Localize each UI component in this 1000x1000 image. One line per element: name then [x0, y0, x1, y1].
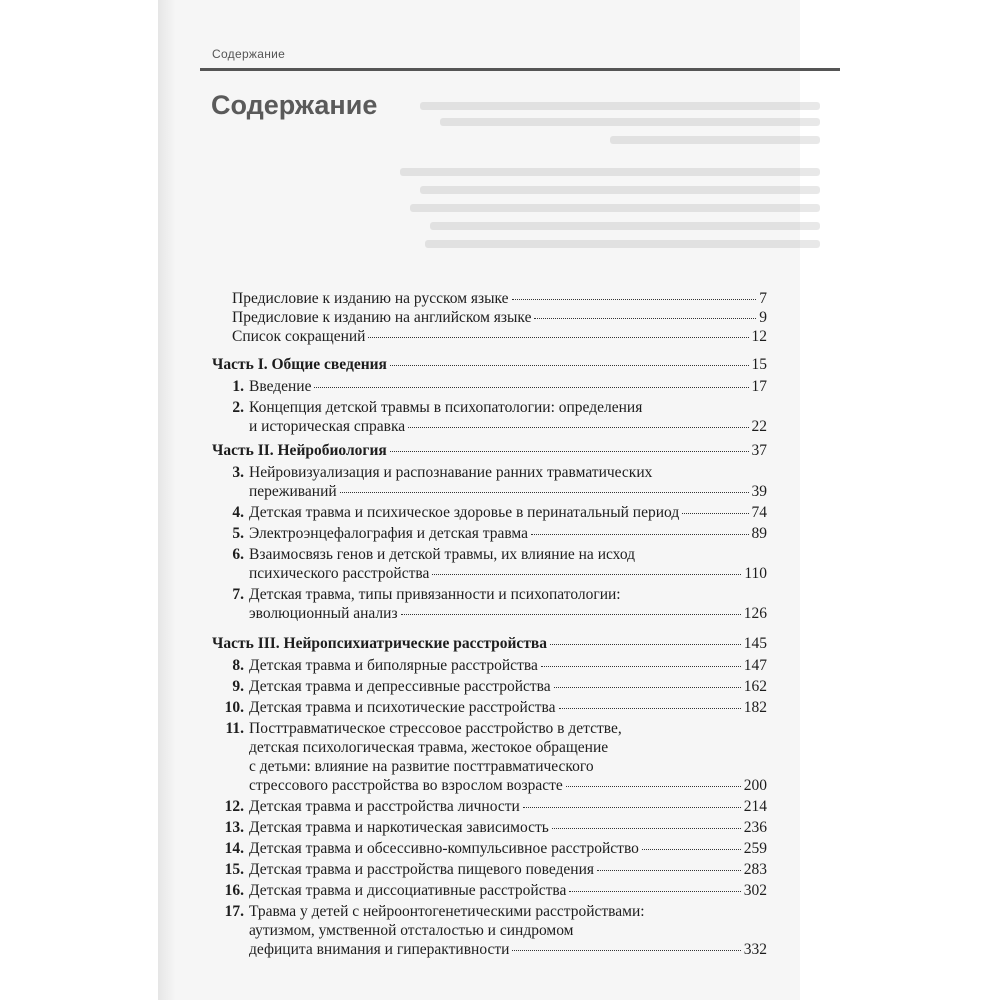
toc-chapter-entry — [214, 902, 767, 959]
chapter-number: 16. — [224, 882, 244, 899]
entry-first-line — [214, 719, 767, 738]
chapter-number: 1. — [232, 378, 244, 395]
entry-last-line — [214, 940, 767, 959]
page-number: 182 — [743, 699, 767, 716]
page-number: 259 — [743, 840, 767, 857]
leader-dots — [390, 365, 749, 366]
entry-title: Детская травма и наркотическая зависимость — [249, 819, 549, 836]
entry-last-line — [214, 564, 767, 583]
leader-dots — [432, 574, 741, 575]
entry-title-line: детская психологическая травма, жестокое обращение — [249, 739, 609, 756]
entry-title: Детская травма и диссоциативные расстройства — [249, 882, 567, 899]
toc-part-heading — [212, 355, 767, 374]
leader-dots — [408, 427, 748, 428]
leader-dots — [550, 644, 741, 645]
chapter-number: 9. — [232, 678, 244, 695]
entry-last-line — [214, 417, 767, 436]
entry-title-line: Концепция детской травмы в психопатологии: определения — [249, 399, 643, 416]
entry-title-line: переживаний — [249, 483, 337, 500]
leader-dots — [642, 849, 741, 850]
leader-dots — [597, 870, 741, 871]
leader-dots — [559, 708, 741, 709]
toc-chapter-entry — [214, 797, 767, 816]
page-title: Содержание — [211, 90, 378, 120]
page-number: 110 — [744, 565, 767, 582]
page-number: 162 — [743, 678, 767, 695]
entry-last-line — [214, 604, 767, 623]
leader-dots — [401, 614, 741, 615]
leader-dots — [523, 807, 741, 808]
toc-chapter-entry — [214, 818, 767, 837]
leader-dots — [314, 387, 748, 388]
entry-title-line: стрессового расстройства во взрослом возрасте — [249, 777, 563, 794]
chapter-number: 7. — [232, 586, 244, 603]
entry-title: Электроэнцефалография и детская травма — [249, 525, 528, 542]
toc-chapter-entry — [214, 463, 767, 501]
toc-part-heading — [212, 441, 767, 460]
page-number: 236 — [743, 819, 767, 836]
page-number: 147 — [743, 657, 767, 674]
page-number: 145 — [743, 635, 767, 652]
chapter-number: 6. — [232, 546, 244, 563]
toc-chapter-entry — [214, 503, 767, 522]
entry-title-line: Взаимосвязь генов и детской травмы, их влияние на исход — [249, 546, 636, 563]
entry-first-line — [214, 545, 767, 564]
leader-dots — [566, 786, 741, 787]
leader-dots — [569, 891, 740, 892]
entry-first-line — [214, 398, 767, 417]
leader-dots — [531, 534, 749, 535]
entry-title-line: с детьми: влияние на развитие посттравматического — [249, 758, 594, 775]
entry-title: Предисловие к изданию на английском языке — [232, 309, 532, 326]
leader-dots — [512, 299, 757, 300]
page-number: 37 — [751, 442, 767, 459]
entry-title: Часть I. Общие сведения — [212, 356, 387, 373]
chapter-number: 13. — [224, 819, 244, 836]
page-number: 39 — [751, 483, 767, 500]
chapter-number: 15. — [224, 861, 244, 878]
leader-dots — [554, 687, 741, 688]
toc-front-matter-entry — [232, 308, 767, 327]
page-number: 22 — [751, 418, 767, 435]
page-number: 17 — [751, 378, 767, 395]
chapter-number: 14. — [224, 840, 244, 857]
entry-title: Детская травма и депрессивные расстройства — [249, 678, 551, 695]
chapter-number: 12. — [224, 798, 244, 815]
toc-chapter-entry — [214, 677, 767, 696]
toc-front-matter-entry — [232, 289, 767, 308]
entry-title-line: Посттравматическое стрессовое расстройство в детстве, — [249, 720, 622, 737]
entry-title: Часть III. Нейропсихиатрические расстройства — [212, 635, 548, 652]
entry-first-line — [214, 463, 767, 482]
entry-title: Введение — [249, 378, 312, 395]
toc-chapter-entry — [214, 881, 767, 900]
toc-chapter-entry — [214, 656, 767, 675]
leader-dots — [552, 828, 741, 829]
page-number: 15 — [751, 356, 767, 373]
leader-dots — [340, 492, 749, 493]
page-number: 7 — [759, 290, 767, 307]
chapter-number: 5. — [232, 525, 244, 542]
entry-title-line: аутизмом, умственной отсталостью и синдромом — [249, 922, 574, 939]
leader-dots — [682, 513, 748, 514]
entry-title: Детская травма и психическое здоровье в перинатальный период — [249, 504, 680, 521]
page-number: 12 — [751, 328, 767, 345]
leader-dots — [512, 950, 740, 951]
toc-chapter-entry — [214, 860, 767, 879]
entry-last-line — [214, 482, 767, 501]
chapter-number: 2. — [232, 399, 244, 416]
page-number: 283 — [743, 861, 767, 878]
entry-title: Детская травма и биполярные расстройства — [249, 657, 538, 674]
chapter-number: 11. — [225, 720, 244, 737]
chapter-number: 3. — [232, 464, 244, 481]
chapter-number: 4. — [232, 504, 244, 521]
page-number: 332 — [743, 941, 767, 958]
toc-part-heading — [212, 634, 767, 653]
page-number: 74 — [751, 504, 767, 521]
entry-title: Детская травма и психотические расстройства — [249, 699, 556, 716]
toc-front-matter-entry — [232, 327, 767, 346]
entry-title-line: Детская травма, типы привязанности и психопатологии: — [249, 586, 621, 603]
running-head: Содержание — [212, 47, 286, 61]
toc-chapter-entry — [214, 719, 767, 795]
toc-chapter-entry — [214, 524, 767, 543]
toc-chapter-entry — [214, 377, 767, 396]
page-number: 214 — [743, 798, 767, 815]
entry-title-line: Нейровизуализация и распознавание ранних травматических — [249, 464, 653, 481]
toc-chapter-entry — [214, 585, 767, 623]
entry-title: Часть II. Нейробиология — [212, 442, 387, 459]
entry-title: Детская травма и обсессивно-компульсивное расстройство — [249, 840, 639, 857]
toc-chapter-entry — [214, 839, 767, 858]
entry-title-line: эволюционный анализ — [249, 605, 398, 622]
leader-dots — [534, 318, 756, 319]
entry-title-line: и историческая справка — [249, 418, 406, 435]
page-number: 200 — [743, 777, 767, 794]
chapter-number: 17. — [224, 903, 244, 920]
entry-last-line — [214, 776, 767, 795]
page-number: 302 — [743, 882, 767, 899]
entry-title: Список сокращений — [232, 328, 366, 345]
chapter-number: 10. — [224, 699, 244, 716]
entry-first-line — [214, 902, 767, 921]
toc-chapter-entry — [214, 545, 767, 583]
page-number: 126 — [743, 605, 767, 622]
chapter-number: 8. — [232, 657, 244, 674]
leader-dots — [390, 451, 749, 452]
entry-title: Предисловие к изданию на русском языке — [232, 290, 509, 307]
leader-dots — [541, 666, 741, 667]
entry-title-line: Травма у детей с нейроонтогенетическими расстройствами: — [249, 903, 645, 920]
toc-chapter-entry — [214, 698, 767, 717]
entry-title: Детская травма и расстройства пищевого поведения — [249, 861, 595, 878]
entry-title-line: дефицита внимания и гиперактивности — [249, 941, 510, 958]
entry-first-line — [214, 585, 767, 604]
entry-title-line: психического расстройства — [249, 565, 430, 582]
leader-dots — [368, 337, 748, 338]
toc-chapter-entry — [214, 398, 767, 436]
page-number: 89 — [751, 525, 767, 542]
page-number: 9 — [759, 309, 767, 326]
entry-title: Детская травма и расстройства личности — [249, 798, 520, 815]
